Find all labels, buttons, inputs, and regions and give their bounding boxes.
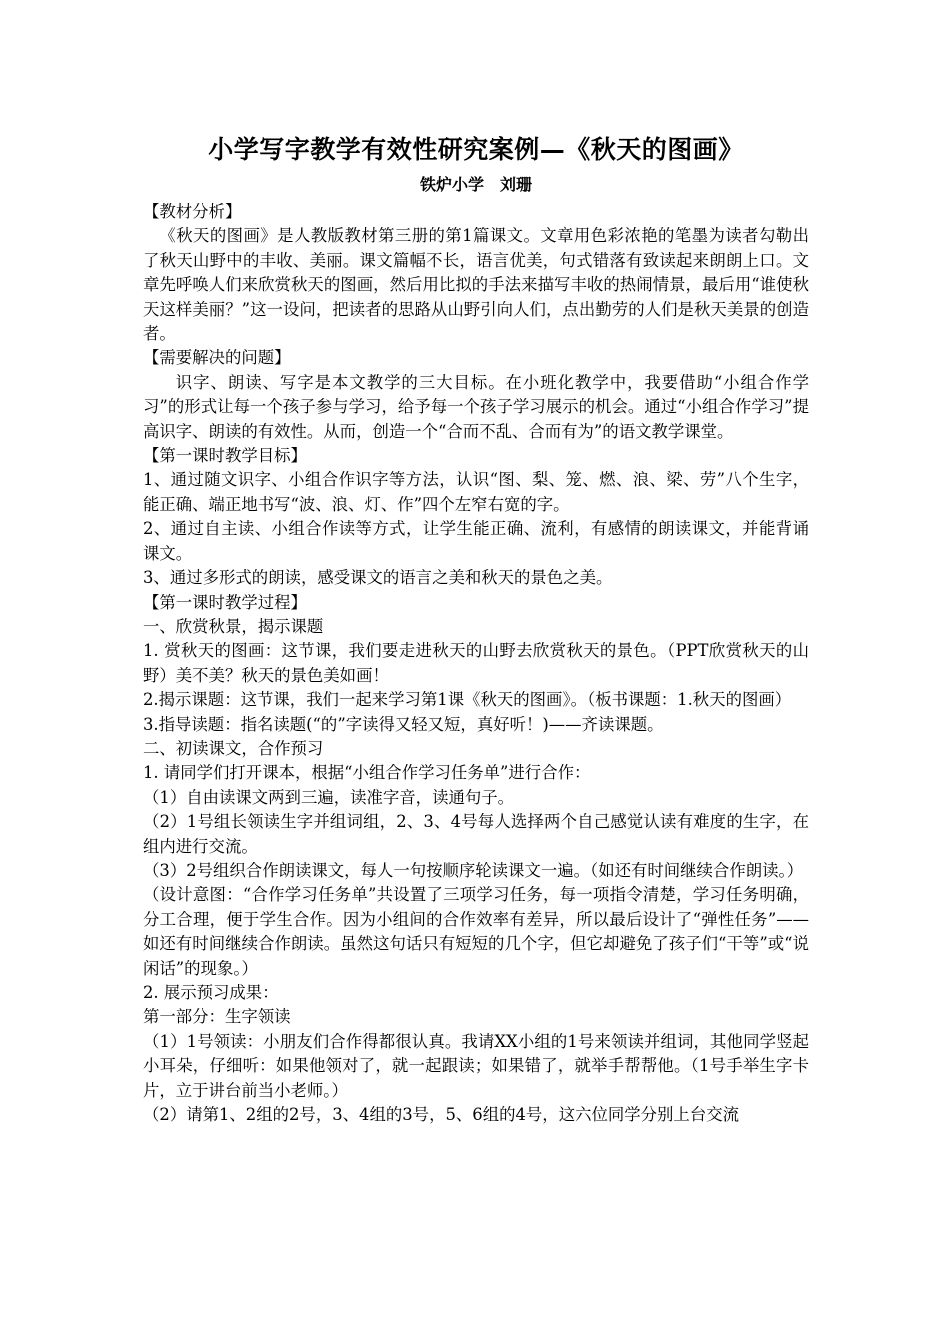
step2-heading: 二、初读课文，合作预习 xyxy=(143,738,324,758)
step1-item-1: 1. 赏秋天的图画：这节课，我们要走进秋天的山野去欣赏秋天的景色。（PPT欣赏秋天的山野）美不美？秋天的景色美如画！ xyxy=(143,641,809,685)
part1-heading: 第一部分：生字领读 xyxy=(143,1007,291,1027)
section-heading-analysis: 【教材分析】 xyxy=(143,202,242,221)
section-heading-goals: 【第一课时教学目标】 xyxy=(143,446,307,466)
document-page xyxy=(143,132,809,1127)
task-item-2: （2）1号组长领读生字并组词组，2、3、4号每人选择两个自己感觉认读有难度的生字，在组内进行交流。 xyxy=(143,812,809,856)
design-note: （设计意图：“合作学习任务单”共设置了三项学习任务，每一项指令清楚，学习任务明确，分工合理，便于学生合作。因为小组间的合作效率有差异，所以最后设计了“弹性任务”—— 如还有时间继续合作朗读。虽然这句话只有短短的几个字，但它却避免了孩子们“干等”或“说闲话”的现象。） xyxy=(143,885,809,978)
step1-item-2: 2.揭示课题：这节课，我们一起来学习第1课《秋天的图画》。（板书课题：1.秋天的图画） xyxy=(143,690,792,710)
section-heading-problem: 【需要解决的问题】 xyxy=(143,348,291,368)
step2-item-2: 2. 展示预习成果： xyxy=(143,983,279,1002)
goal-item-2: 2、通过自主读、小组合作读等方式，让学生能正确、流利，有感情的朗读课文，并能背诵课文。 xyxy=(143,519,809,563)
part1-item-1: （1）1号领读：小朋友们合作得都很认真。我请XX小组的1号来领读并组词，其他同学竖起小耳朵，仔细听：如果他领对了，就一起跟读；如果错了，就举手帮帮他。（1号手举生字卡片，立于讲台前当小老师。） xyxy=(143,1031,809,1100)
goal-item-3: 3、通过多形式的朗读，感受课文的语言之美和秋天的景色之美。 xyxy=(143,568,613,588)
problem-paragraph: 识字、朗读、写字是本文教学的三大目标。在小班化教学中，我要借助“小组合作学习”的形式让每一个孩子参与学习，给予每一个孩子学习展示的机会。通过“小组合作学习”提高识字、朗读的有效性。从而，创造一个“合而不乱、合而有为”的语文教学课堂。 xyxy=(143,372,809,441)
author-line: 铁炉小学 刘珊 xyxy=(419,175,532,194)
step1-heading: 一、欣赏秋景，揭示课题 xyxy=(143,616,324,636)
task-item-3: （3）2号组织合作朗读课文，每人一句按顺序轮读课文一遍。（如还有时间继续合作朗读。） xyxy=(143,860,804,880)
goal-item-1: 1、通过随文识字、小组合作识字等方法，认识“图、梨、笼、燃、浪、梁、劳”八个生字，能正确、端正地书写“波、浪、灯、作”四个左窄右宽的字。 xyxy=(143,470,809,514)
task-item-1: （1）自由读课文两到三遍，读准字音，读通句子。 xyxy=(143,787,515,807)
step1-item-3: 3.指导读题：指名读题(“的”字读得又轻又短，真好听！)——齐读课题。 xyxy=(143,714,664,734)
step2-item-1: 1. 请同学们打开课本，根据“小组合作学习任务单”进行合作： xyxy=(143,763,591,783)
section-heading-process: 【第一课时教学过程】 xyxy=(143,592,307,612)
document-title: 小学写字教学有效性研究案例—《秋天的图画》 xyxy=(208,135,744,164)
part1-item-2: （2）请第1、2组的2号，3、4组的3号，5、6组的4号，这六位同学分别上台交流 xyxy=(143,1105,739,1125)
analysis-paragraph: 《秋天的图画》是人教版教材第三册的第1篇课文。文章用色彩浓艳的笔墨为读者勾勒出了秋天山野中的丰收、美丽。课文篇幅不长，语言优美，句式错落有致读起来朗朗上口。文章先呼唤人们来欣赏秋天的图画，然后用比拟的手法来描写丰收的热闹情景，最后用“谁使秋天这样美丽？”这一设问，把读者的思路从山野引向人们，点出勤劳的人们是秋天美景的创造者。 xyxy=(143,226,809,344)
